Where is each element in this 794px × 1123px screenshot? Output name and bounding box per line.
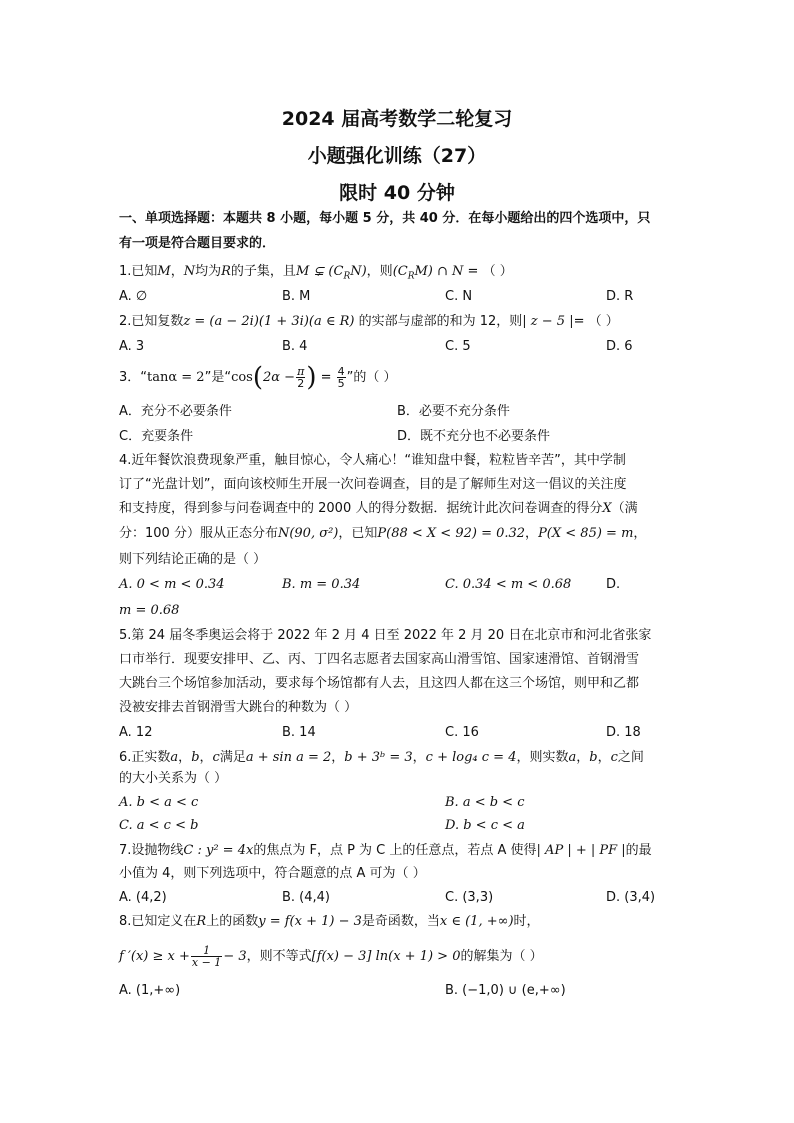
q4-option-b: B. m = 0.34 <box>282 577 361 592</box>
q2-stem-a: 2.已知复数 <box>119 314 184 329</box>
q3-frac2-den: 5 <box>337 377 345 390</box>
q8-stem-a: 8.已知定义在 <box>119 914 197 929</box>
q8-frac-den: x − 1 <box>191 956 222 969</box>
q8-expr2: x ∈ (1, +∞) <box>439 914 514 929</box>
q6-var-c: c <box>212 750 220 765</box>
q1-stem <box>119 263 513 286</box>
q8-option-a: A. (1,+∞) <box>119 983 181 998</box>
q1-var-r: R <box>221 264 231 279</box>
q1-stem-c: 的子集，且 <box>230 264 296 279</box>
q3-cos: cos <box>231 370 253 385</box>
q3-pi-over-2 <box>296 366 305 389</box>
q3-stem <box>119 362 397 393</box>
q4-line4 <box>119 525 646 543</box>
q4-prob1: P(88 < X < 92) = 0.32 <box>377 526 526 541</box>
q8-expr1: y = f(x + 1) − 3 <box>258 914 362 929</box>
q4-prob2: P(X < 85) = m <box>538 526 634 541</box>
q6-c6: ， <box>597 750 611 765</box>
q6-expr3: c + log₄ c = 4 <box>425 750 517 765</box>
doc-title-line1: 2024 届高考数学二轮复习 <box>281 108 513 130</box>
q2-expr: z = (a − 2i)(1 + 3i)(a ∈ R) <box>183 314 355 329</box>
q6-c1: ， <box>178 750 192 765</box>
q3-stem-a: 3．“ <box>119 370 148 385</box>
q4-line2: 订了“光盘计划”，面向该校师生开展一次问卷调查，目的是了解师生对这一倡议的关注度 <box>119 477 627 492</box>
q8-line2-b: ，则不等式 <box>246 949 312 964</box>
q4-line5: 则下列结论正确的是（ ） <box>119 552 267 567</box>
q5-line2: 口市举行．现要安排甲、乙、丙、丁四名志愿者去国家高山滑雪馆、国家速滑馆、首钢滑雪 <box>119 652 640 667</box>
q7-option-b: B. (4,4) <box>282 890 331 905</box>
q3-frac-den: 2 <box>297 377 305 390</box>
q7-expr1: C : y² = 4x <box>183 843 254 858</box>
q6-c2: ， <box>199 750 213 765</box>
doc-title-line3: 限时 40 分钟 <box>339 182 455 204</box>
q8-frac-num: 1 <box>191 945 222 957</box>
q6-stem-b: 满足 <box>219 750 246 765</box>
q7-stem <box>119 842 652 860</box>
q1-sub-r2: R <box>407 271 415 282</box>
q1-var-m: M <box>157 264 171 279</box>
q3-expr1: tanα = 2 <box>147 370 205 385</box>
q4-var-x: X <box>602 501 612 516</box>
q6-var-c2: c <box>610 750 618 765</box>
q1-option-a: A. ∅ <box>119 289 148 304</box>
q6-var-a: a <box>170 750 179 765</box>
q4-normal-dist: N(90, σ²) <box>277 526 339 541</box>
q6-stem <box>119 749 644 767</box>
q6-option-a: A. b < a < c <box>119 795 199 810</box>
q1-comma: ， <box>170 264 184 279</box>
q3-stem-c: ”的（ ） <box>346 370 397 385</box>
q4-line3-text: 和支持度，得到参与问卷调查中的 2000 人的得分数据．据统计此次问卷调查的得分 <box>119 501 603 516</box>
q4-option-d-value: m = 0.68 <box>119 603 180 618</box>
q4-line4-a: 分：100 分）服从正态分布 <box>119 526 278 541</box>
q4-option-c: C. 0.34 < m < 0.68 <box>445 577 572 592</box>
q6-option-b: B. a < b < c <box>445 795 525 810</box>
q4-option-a: A. 0 < m < 0.34 <box>119 577 225 592</box>
q3-left-paren: ( <box>252 362 263 393</box>
q2-option-d: D. 6 <box>606 339 633 354</box>
q6-option-c: C. a < c < b <box>119 818 199 833</box>
q3-right-paren: ) <box>306 362 317 393</box>
q5-line4: 没被安排去首钢滑雪大跳台的种数为（ ） <box>119 700 358 715</box>
q1-sub-r: R <box>343 271 351 282</box>
q3-eq: = <box>316 370 336 385</box>
q6-line2: 的大小关系为（ ） <box>119 771 228 786</box>
q6-stem-a: 6.正实数 <box>119 750 171 765</box>
q4-line3 <box>119 500 638 518</box>
q6-var-a2: a <box>568 750 577 765</box>
q1-close-set: N) <box>350 264 367 279</box>
q4-line4-b: ，已知 <box>338 526 378 541</box>
q2-option-b: B. 4 <box>282 339 308 354</box>
q7-line2: 小值为 4，则下列选项中，符合题意的点 A 可为（ ） <box>119 866 426 881</box>
q5-option-b: B. 14 <box>282 725 316 740</box>
q4-option-d-label: D. <box>606 577 621 592</box>
q3-option-d: D．既不充分也不必要条件 <box>397 429 551 444</box>
q3-option-c: C．充要条件 <box>119 429 194 444</box>
q3-four-fifths <box>337 366 346 389</box>
q2-expr2: | z − 5 | <box>522 314 574 329</box>
q1-expr-union: (C <box>392 264 408 279</box>
q1-option-d: D. R <box>606 289 634 304</box>
q8-stem <box>119 913 540 931</box>
q7-expr2: | AP | + | PF | <box>536 843 626 858</box>
q5-option-d: D. 18 <box>606 725 641 740</box>
q7-option-a: A. (4,2) <box>119 890 167 905</box>
q7-stem-c: 的最 <box>625 843 652 858</box>
q2-stem-b: 的实部与虚部的和为 12，则 <box>354 314 523 329</box>
q6-expr1: a + sin a = 2 <box>245 750 332 765</box>
q1-stem-b: 均为 <box>195 264 222 279</box>
q1-var-n: N <box>183 264 196 279</box>
q1-close-union: M) ∩ N <box>414 264 464 279</box>
q8-inequality: [f(x) − 3] ln(x + 1) > 0 <box>311 949 461 964</box>
q2-stem <box>119 313 619 331</box>
q3-two-alpha: 2α − <box>263 370 296 385</box>
q6-expr2: b + 3ᵇ = 3 <box>344 750 413 765</box>
q1-stem-a: 1.已知 <box>119 264 158 279</box>
q8-derivative: f ′(x) ≥ x + <box>119 949 190 964</box>
q5-option-c: C. 16 <box>445 725 479 740</box>
doc-title-line2: 小题强化训练（27） <box>307 145 487 167</box>
q8-stem-d: 时， <box>513 914 540 929</box>
q8-stem-c: 是奇函数，当 <box>361 914 440 929</box>
q3-option-b: B．必要不充分条件 <box>397 404 510 419</box>
q4-cm1: ， <box>525 526 539 541</box>
q3-stem-b: ”是“ <box>204 370 232 385</box>
q5-line1: 5.第 24 届冬季奥运会将于 2022 年 2 月 4 日至 2022 年 2 月 20 日在北京市和河北省张家 <box>119 628 652 643</box>
q1-expr-subset: M ⊊ (C <box>295 264 344 279</box>
q7-option-d: D. (3,4) <box>606 890 656 905</box>
q6-c5: ， <box>576 750 590 765</box>
q7-option-c: C. (3,3) <box>445 890 494 905</box>
q7-stem-b: 的焦点为 F，点 P 为 C 上的任意点，若点 A 使得 <box>253 843 537 858</box>
q5-option-a: A. 12 <box>119 725 153 740</box>
q4-line3-tail: （满 <box>611 501 638 516</box>
q2-stem-c: = （ ） <box>573 314 619 329</box>
q3-frac-num: π <box>297 365 305 378</box>
q5-line3: 大跳台三个场馆参加活动，要求每个场馆都有人去，且这四人都在这三个场馆，则甲和乙都 <box>119 676 640 691</box>
q8-fraction <box>191 945 222 968</box>
q8-var-r: R <box>196 914 207 929</box>
q3-option-a: A．充分不必要条件 <box>119 404 232 419</box>
q6-stem-c: ，则实数 <box>516 750 569 765</box>
q6-c3: ， <box>331 750 345 765</box>
q8-line2 <box>119 945 543 968</box>
q6-c4: ， <box>412 750 426 765</box>
q6-var-b2: b <box>589 750 598 765</box>
q1-option-c: C. N <box>445 289 473 304</box>
q3-frac2-num: 4 <box>337 365 345 378</box>
q8-stem-b: 上的函数 <box>206 914 259 929</box>
q1-stem-d: ，则 <box>366 264 393 279</box>
q6-option-d: D. b < c < a <box>445 818 525 833</box>
q1-option-b: B. M <box>282 289 311 304</box>
q1-stem-e: = （ ） <box>463 264 513 279</box>
section-heading-line1: 一、单项选择题：本题共 8 小题，每小题 5 分，共 40 分．在每小题给出的四个选项中，只 <box>119 211 651 226</box>
q8-option-b: B. (−1,0) ∪ (e,+∞) <box>445 983 566 998</box>
q6-var-b: b <box>191 750 200 765</box>
q8-line2-c: 的解集为（ ） <box>460 949 543 964</box>
q2-option-a: A. 3 <box>119 339 145 354</box>
section-heading-line2: 有一项是符合题目要求的． <box>119 236 276 251</box>
q2-option-c: C. 5 <box>445 339 471 354</box>
q6-stem-d: 之间 <box>617 750 644 765</box>
q4-line1: 4.近年餐饮浪费现象严重，触目惊心，令人痛心！“谁知盘中餐，粒粒皆辛苦”，其中学制 <box>119 453 626 468</box>
q7-stem-a: 7.设抛物线 <box>119 843 184 858</box>
q4-cm2: ， <box>633 526 647 541</box>
q8-minus-three: − 3 <box>223 949 247 964</box>
